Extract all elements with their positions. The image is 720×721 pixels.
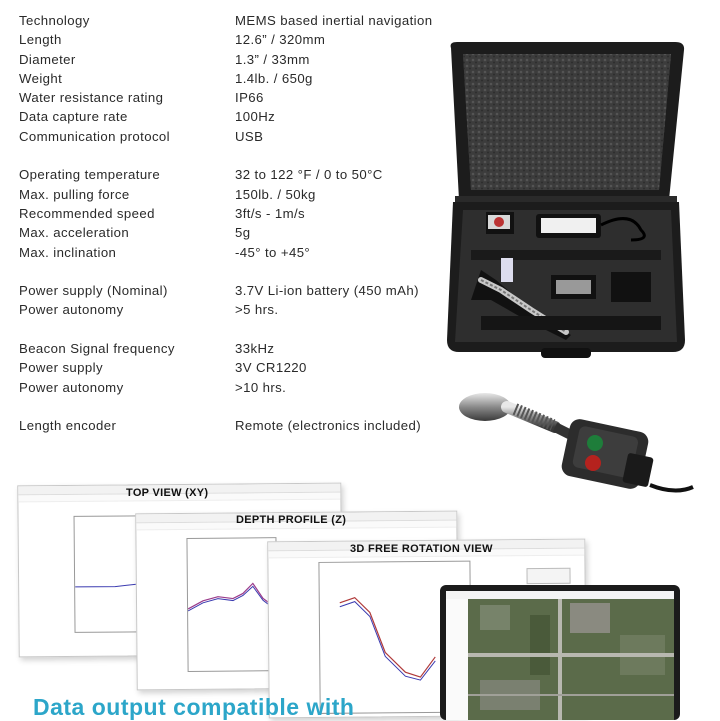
spec-label: Diameter [19,51,76,67]
spec-value: USB [235,128,264,144]
spec-row [19,204,449,223]
spec-label: Power autonomy [19,379,124,395]
spec-table [19,11,449,436]
spec-label: Length encoder [19,418,117,434]
spec-row [19,223,449,242]
spec-value: 3V CR1220 [235,360,307,376]
spec-value: -45° to +45° [235,244,311,260]
spec-label: Recommended speed [19,205,155,221]
spec-label: Technology [19,13,90,28]
headline: Data output compatible with [33,694,355,720]
spec-row [19,358,449,377]
probe-and-remote-image [455,385,695,510]
spec-row [19,339,449,358]
spec-value: 1.3” / 33mm [235,51,310,67]
spec-value: >5 hrs. [235,302,279,318]
spec-value: Remote (electronics included) [235,418,422,434]
spec-gap [19,262,449,281]
spec-label: Length [19,32,62,48]
spec-label: Beacon Signal frequency [19,341,175,357]
spec-gap [19,320,449,339]
top-view-title: TOP VIEW (XY) [126,487,209,499]
spec-row [19,300,449,319]
spec-label: Operating temperature [19,167,161,183]
spec-value: 32 to 122 °F / 0 to 50°C [235,167,383,183]
spec-row [19,281,449,300]
spec-row [19,127,449,146]
spec-row [19,69,449,88]
spec-label: Communication protocol [19,128,170,144]
spec-row [19,378,449,397]
spec-value: 100Hz [235,109,276,125]
spec-label: Water resistance rating [19,90,164,106]
laptop-map-image [440,585,680,720]
depth-profile-title: DEPTH PROFILE (Z) [236,514,347,526]
spec-value: 33kHz [235,341,275,357]
spec-label: Max. pulling force [19,186,130,202]
spec-value: >10 hrs. [235,379,287,395]
spec-row [19,88,449,107]
spec-value: 3.7V Li-ion battery (450 mAh) [235,283,419,299]
spec-row [19,185,449,204]
spec-row [19,243,449,262]
spec-label: Power supply [19,360,103,376]
spec-value: 150lb. / 50kg [235,186,316,202]
spec-row [19,416,449,435]
spec-label: Weight [19,70,63,86]
spec-label: Power supply (Nominal) [19,283,168,299]
spec-label: Data capture rate [19,109,128,125]
spec-row [19,107,449,126]
depth-profile-trace [187,538,276,671]
spec-label: Power autonomy [19,302,124,318]
side-panel [526,568,570,584]
spec-value: MEMS based inertial navigation [235,13,433,28]
spec-row [19,50,449,69]
spec-value: 3ft/s - 1m/s [235,205,306,221]
spec-value: 12.6” / 320mm [235,32,326,48]
depth-profile-plot [186,537,277,672]
spec-value: 1.4lb. / 650g [235,70,313,86]
spec-value: IP66 [235,90,264,106]
spec-label: Max. inclination [19,244,117,260]
spec-label: Max. acceleration [19,225,130,241]
carrying-case-image [441,40,691,360]
spec-value: 5g [235,225,251,241]
spec-row [19,165,449,184]
spec-row [19,11,449,30]
free-rotation-title: 3D FREE ROTATION VIEW [350,543,493,555]
spec-gap [19,397,449,416]
spec-row [19,30,449,49]
spec-gap [19,146,449,165]
